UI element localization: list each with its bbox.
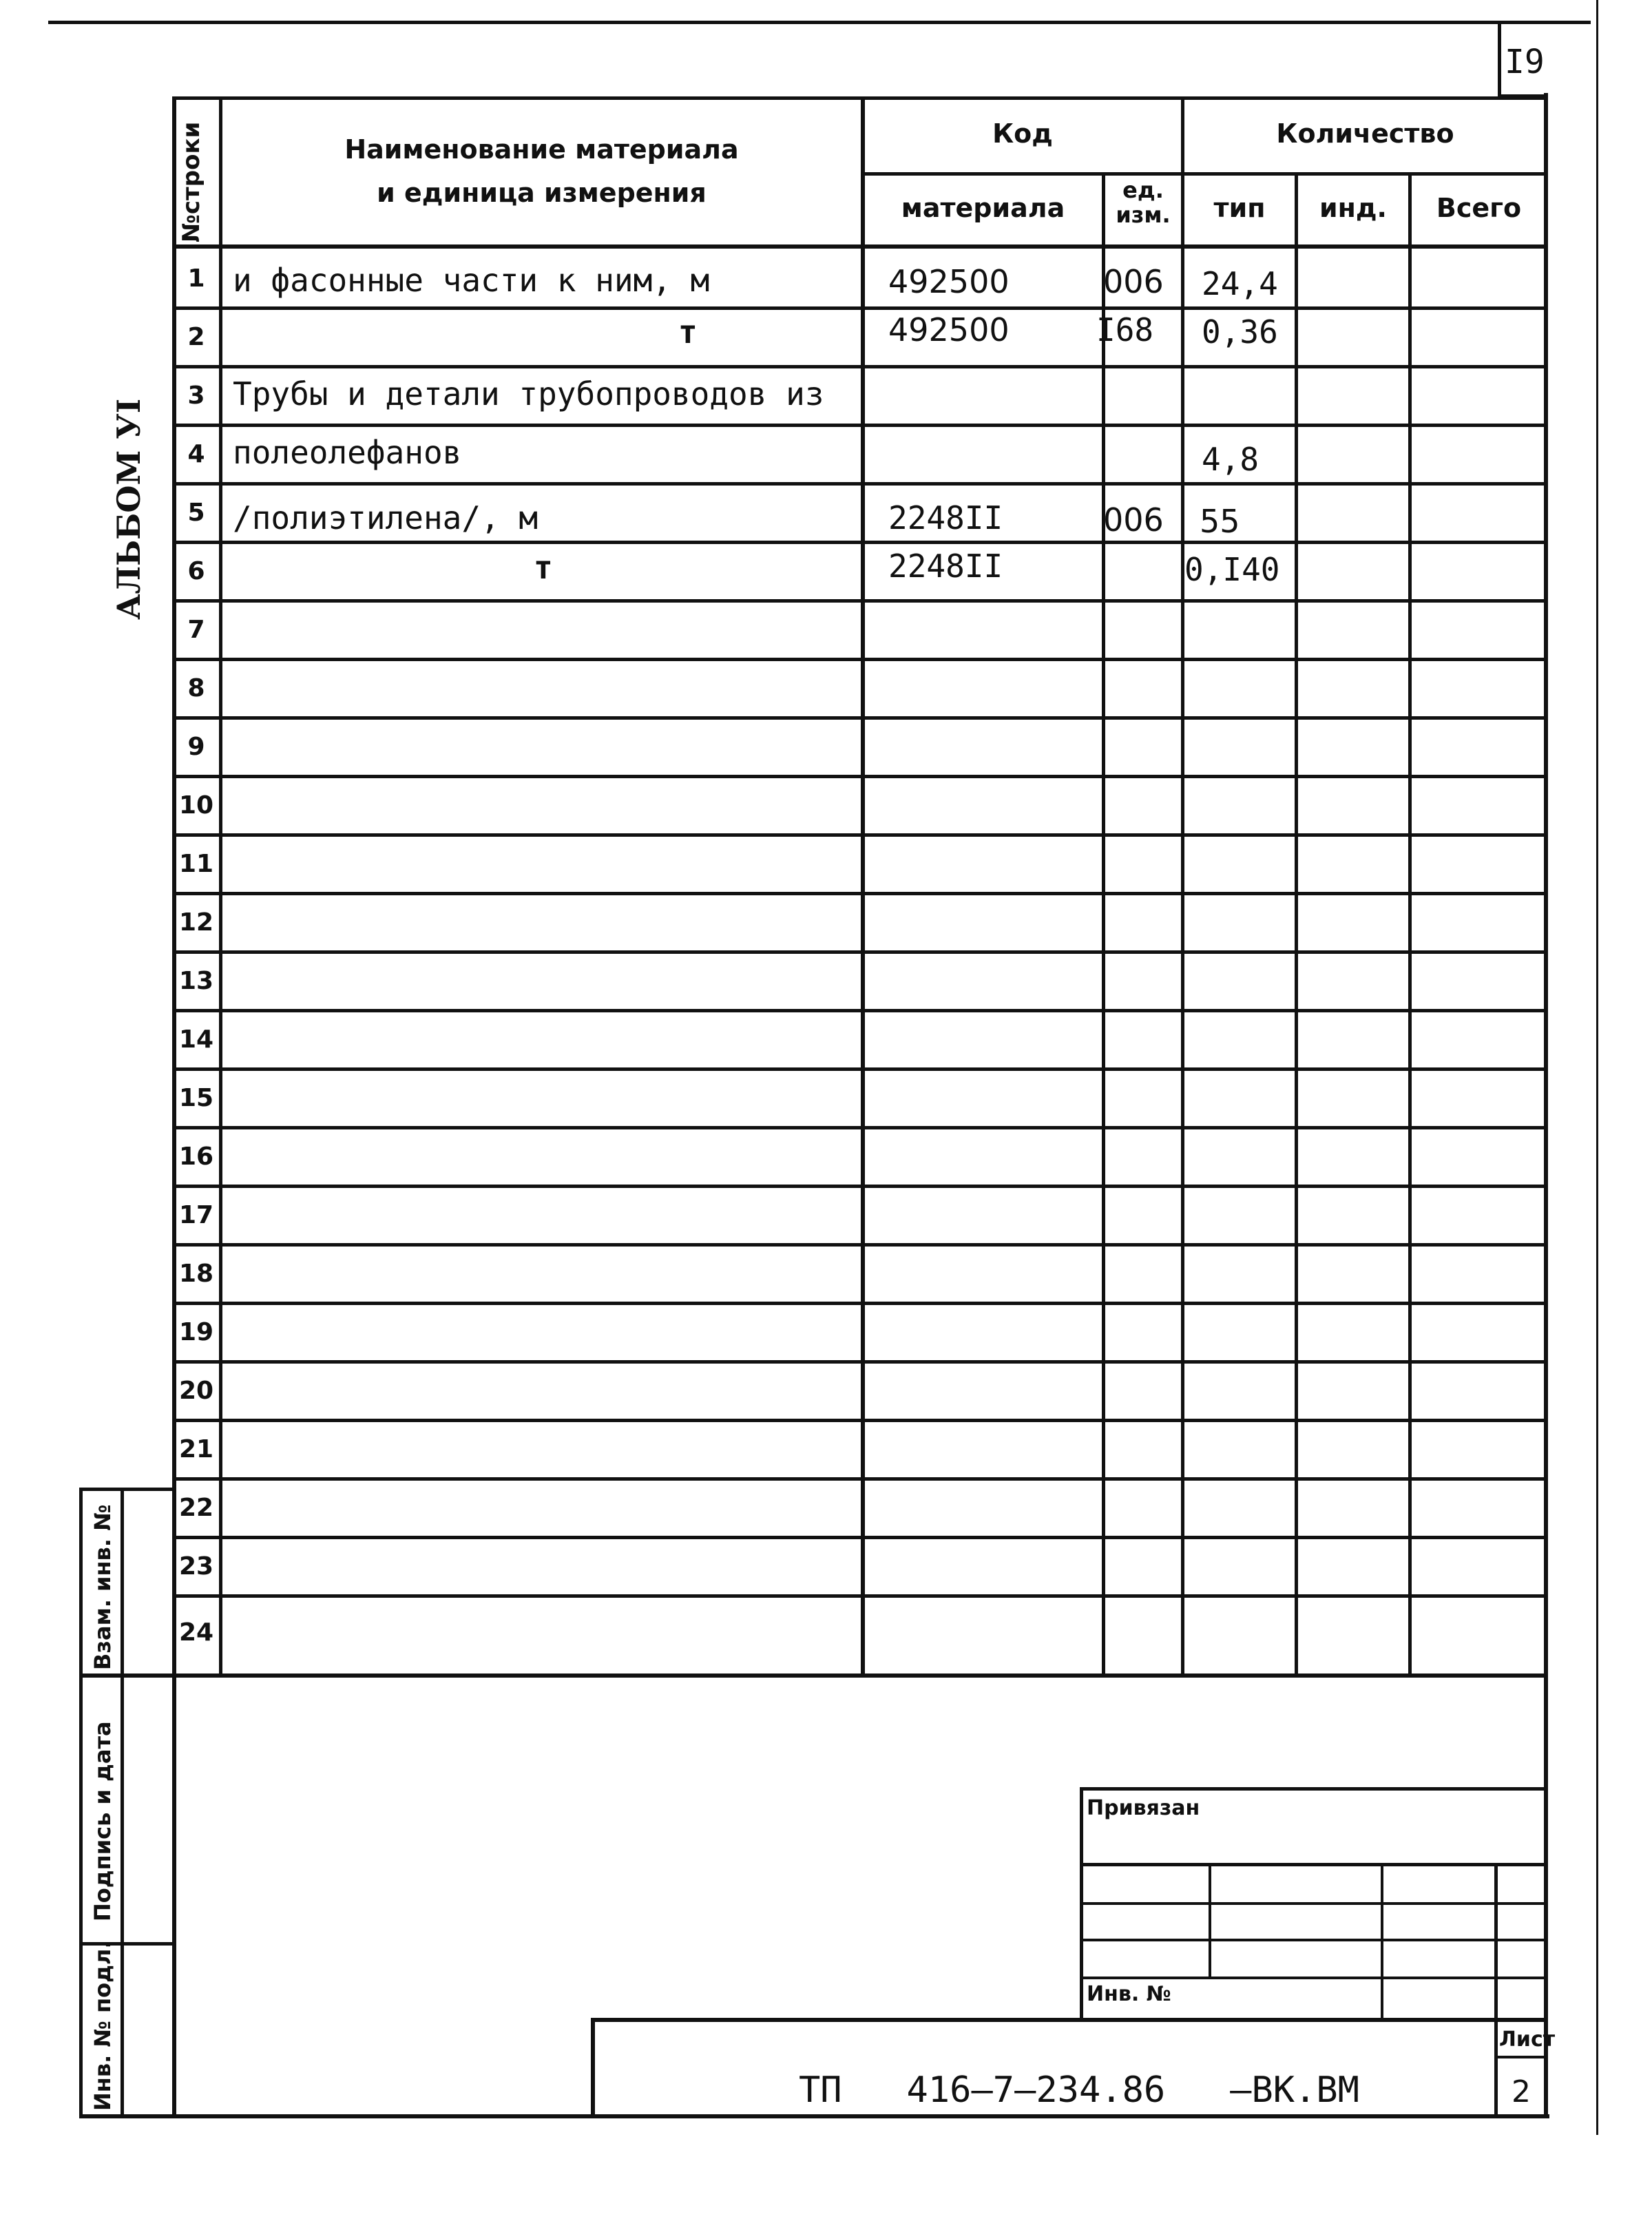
table-bottom-line xyxy=(81,1673,1548,1678)
header-row-no: №строки xyxy=(178,121,205,242)
col-line-name xyxy=(861,96,865,1677)
qty-type: 55 xyxy=(1200,503,1240,540)
material-name: Трубы и детали трубопроводов из xyxy=(233,375,824,413)
row-line xyxy=(174,1536,1544,1539)
row-number: 21 xyxy=(178,1435,214,1463)
row-line xyxy=(174,1009,1544,1012)
side-podpis-label: Подпись и дата xyxy=(90,1721,116,1921)
stamp-col-line xyxy=(1381,1863,1383,2021)
row-number: 3 xyxy=(187,382,205,410)
header-qty-type: тип xyxy=(1213,193,1266,223)
col-line-code xyxy=(1102,172,1105,1677)
row-line xyxy=(174,1419,1544,1422)
header-qty-ind: инд. xyxy=(1319,193,1387,223)
header-code-material: материала xyxy=(901,193,1065,223)
row-number: 2 xyxy=(187,323,205,351)
material-name: т xyxy=(534,549,553,586)
row-line xyxy=(174,775,1544,778)
row-number: 17 xyxy=(178,1201,214,1229)
unit-code: I68 xyxy=(1096,311,1154,348)
doc-code: ТП 416—7—234.86 —ВК.ВМ xyxy=(799,2069,1359,2111)
unit-code: 006 xyxy=(1103,501,1164,539)
row-number: 13 xyxy=(178,967,214,995)
header-qty-group: Количество xyxy=(1276,118,1454,149)
header-code-group: Код xyxy=(992,118,1053,149)
col-line-ind xyxy=(1408,172,1412,1677)
right-edge-line xyxy=(1596,0,1598,2135)
qty-type: 0,I40 xyxy=(1184,551,1280,588)
material-name: /полиэтилена/, м xyxy=(233,499,539,536)
row-number: 15 xyxy=(178,1084,214,1112)
row-number: 23 xyxy=(178,1552,214,1581)
material-code: 2248II xyxy=(888,499,1003,536)
qty-type: 0,36 xyxy=(1202,313,1278,351)
row-line xyxy=(174,1477,1544,1481)
stamp-line xyxy=(1080,1939,1548,1941)
material-name: и фасонные части к ним, м xyxy=(233,262,710,299)
header-code-unit: ед. изм. xyxy=(1116,177,1171,228)
stamp-col-line xyxy=(1209,1863,1211,1977)
row-number: 19 xyxy=(178,1318,214,1346)
material-code: 492500 xyxy=(888,263,1010,300)
row-number: 18 xyxy=(178,1260,214,1288)
side-vzam-label: Взам. инв. № xyxy=(90,1504,116,1670)
qty-type: 24,4 xyxy=(1202,265,1278,302)
inv-no-label: Инв. № xyxy=(1087,1982,1171,2006)
row-line xyxy=(174,599,1544,603)
row-line xyxy=(174,716,1544,720)
row-number: 6 xyxy=(187,557,205,585)
material-code: 2248II xyxy=(888,548,1003,585)
row-line xyxy=(174,424,1544,427)
row-line xyxy=(174,1360,1544,1364)
col-line-num xyxy=(219,96,222,1677)
material-name: т xyxy=(678,313,698,351)
row-number: 14 xyxy=(178,1025,214,1054)
top-edge-line xyxy=(48,21,1591,24)
row-line xyxy=(174,658,1544,661)
col-line-type xyxy=(1295,172,1298,1677)
row-line xyxy=(174,1067,1544,1071)
row-number: 16 xyxy=(178,1143,214,1171)
row-line xyxy=(174,892,1544,895)
row-number: 22 xyxy=(178,1494,214,1522)
row-line xyxy=(174,306,1544,310)
header-name-line1: Наименование материала xyxy=(344,134,739,165)
material-code: 492500 xyxy=(888,311,1010,348)
row-number: 10 xyxy=(178,791,214,820)
list-label: Лист xyxy=(1499,2027,1556,2052)
privyazan-label: Привязан xyxy=(1087,1796,1200,1820)
qty-type: 4,8 xyxy=(1202,441,1259,478)
stamp-line xyxy=(1080,1863,1548,1866)
col-line-unit xyxy=(1181,96,1184,1677)
row-number: 24 xyxy=(178,1618,214,1647)
album-label: АЛЬБОМ УI xyxy=(110,398,147,620)
row-line xyxy=(174,1185,1544,1188)
row-line xyxy=(174,365,1544,368)
row-number: 5 xyxy=(187,499,205,527)
stamp-line xyxy=(1080,1977,1548,1979)
row-line xyxy=(174,833,1544,837)
header-qty-total: Всего xyxy=(1436,193,1522,223)
row-line xyxy=(174,1126,1544,1129)
row-number: 11 xyxy=(178,850,214,878)
stamp-line xyxy=(1080,1902,1548,1905)
side-inv-podl-label: Инв. № подл. xyxy=(90,1940,116,2111)
side-stamp-row-line xyxy=(79,1673,176,1677)
row-number: 8 xyxy=(187,674,205,702)
row-line xyxy=(174,541,1544,544)
page-number: I9 xyxy=(1505,43,1545,81)
list-divider-line xyxy=(1494,2056,1548,2058)
row-line xyxy=(174,1302,1544,1305)
side-stamp-divider xyxy=(121,1488,124,2118)
row-line xyxy=(174,1594,1544,1598)
row-number: 20 xyxy=(178,1377,214,1405)
header-name-line2: и единица измерения xyxy=(377,178,707,208)
row-number: 4 xyxy=(187,440,205,468)
row-number: 9 xyxy=(187,733,205,761)
row-line xyxy=(174,482,1544,486)
header-mid-line xyxy=(861,172,1546,176)
row-number: 1 xyxy=(187,264,205,293)
row-line xyxy=(174,950,1544,954)
material-name: полеолефанов xyxy=(233,434,462,471)
row-number: 12 xyxy=(178,908,214,937)
row-number: 7 xyxy=(187,616,205,644)
unit-code: 006 xyxy=(1103,263,1164,300)
row-line xyxy=(174,1243,1544,1247)
list-number: 2 xyxy=(1512,2074,1531,2109)
